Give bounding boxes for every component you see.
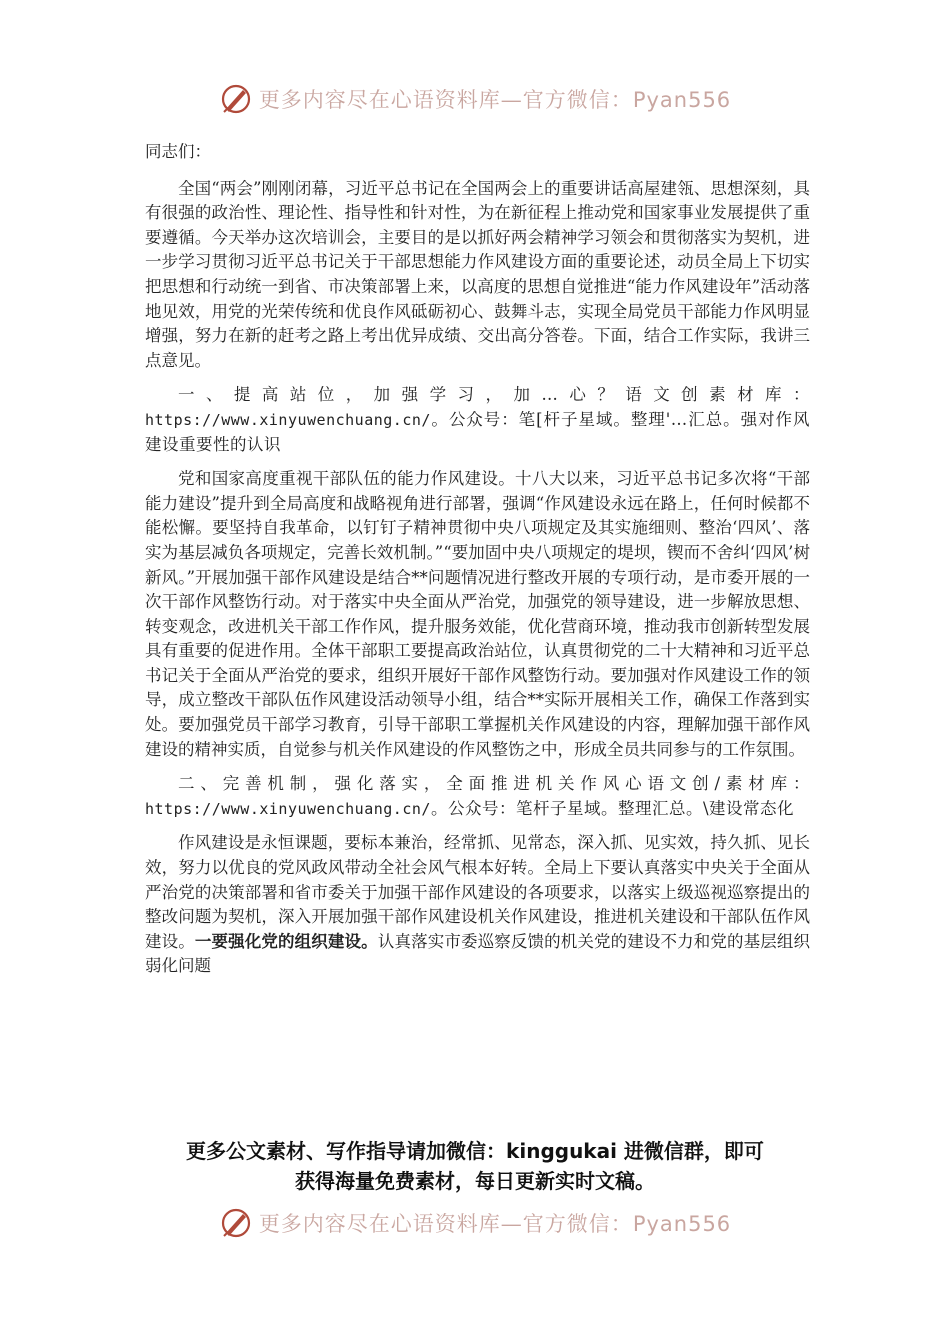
section1-paragraph: 党和国家高度重视干部队伍的能力作风建设。十八大以来，习近平总书记多次将“干部能力建设”提升到全局高度和战略视角进行部署，强调“作风建设永远在路上，任何时候都不能松懈。要坚持自我革命，以钉钉子精神贯彻中央八项规定及其实施细则、整治‘四风’、落实为基层减负各项规定，完善长效机制。”“要加固中央八项规定的堤坝，锲而不舍纠‘四风’树新风。”开展加强干部作风建设是结合**问题情况进行整改开展的专项行动，是市委开展的一次干部作风整饬行动。对于落实中央全面从严治党，加强党的领导建设，进一步解放思想、转变观念，改进机关干部工作作风，提升服务效能，优化营商环境，推动我市创新转型发展具有重要的促进作用。全体干部职工要提高政治站位，认真贯彻党的二十大精神和习近平总书记关于全面从严治党的要求，组织开展好干部作风整饬行动。要加强对作风建设工作的领导，成立整改干部队伍作风建设活动领导小组，结合**实际开展相关工作，确保工作落到实处。要加强党员干部学习教育，引导干部职工掌握机关作风建设的内容，理解加强干部作风建设的精神实质，自觉参与机关作风建设的作风整饬之中，形成全员共同参与的工作氛围。 <box>145 469 810 759</box>
section2-strong-point: 一要强化党的组织建设。 <box>194 931 378 951</box>
greeting: 同志们： <box>145 142 211 161</box>
promo-line-1: 更多公文素材、写作指导请加微信：kinggukai 进微信群，即可 <box>186 1139 764 1163</box>
banner-wechat-id: Pyan556 <box>632 88 732 112</box>
banner-title: 更多内容尽在心语资料库—官方微信：Pyan556 <box>258 88 732 112</box>
document-body <box>145 140 810 989</box>
section1-url: https://www.xinyuwenchuang.cn/ <box>145 410 431 429</box>
section1-heading: 一、提高站位，加强学习，加…心？语文创素材库：https://www.xinyuwenchuang.cn/。公众号：笔[杆子星域。整理'…汇总。强对作风建设重要性的认识 <box>145 385 810 454</box>
section2-url: https://www.xinyuwenchuang.cn/ <box>145 799 431 818</box>
banner-wechat-id-footer: Pyan556 <box>632 1212 732 1236</box>
banner-title-footer: 更多内容尽在心语资料库—官方微信：Pyan556 <box>258 1212 732 1236</box>
footer-banner <box>0 1206 950 1240</box>
promo-notice <box>0 1136 950 1196</box>
intro-paragraph: 全国“两会”刚刚闭幕，习近平总书记在全国两会上的重要讲话高屋建瓴、思想深刻，具有很强的政治性、理论性、指导性和针对性，为在新征程上推动党和国家事业发展提供了重要遵循。今天举办这次培训会，主要目的是以抓好两会精神学习领会和贯彻落实为契机，进一步学习贯彻习近平总书记关于干部思想能力作风建设方面的重要论述，动员全局上下切实把思想和行动统一到省、市决策部署上来，以高度的思想自觉推进“能力作风建设年”活动落地见效，用党的光荣传统和优良作风砥砺初心、鼓舞斗志，实现全局党员干部能力作风明显增强，努力在新的赶考之路上考出优异成绩、交出高分答卷。下面，结合工作实际，我讲三点意见。 <box>145 178 810 370</box>
promo-line-2: 获得海量免费素材，每日更新实时文稿。 <box>295 1169 655 1193</box>
header-banner <box>0 82 950 116</box>
section2-paragraph: 作风建设是永恒课题，要标本兼治，经常抓、见常态，深入抓、见实效，持久抓、见长效，努力以优良的党风政风带动全社会风气根本好转。全局上下要认真落实中央关于全面从严治党的决策部署和省市委关于加强干部作风建设的各项要求，以落实上级巡视巡察提出的整改问题为契机，深入开展加强干部作风建设机关作风建设，推进机关建设和干部队伍作风建设。一要强化党的组织建设。认真落实市委巡察反馈的机关党的建设不力和党的基层组织弱化问题 <box>145 833 811 976</box>
section2-heading: 二、完善机制，强化落实，全面推进机关作风心语文创/素材库：https://www.xinyuwenchuang.cn/。公众号：笔杆子星域。整理汇总。\建设常态化 <box>145 774 810 818</box>
pen-circle-icon <box>219 1206 253 1240</box>
pen-circle-icon <box>219 82 253 116</box>
